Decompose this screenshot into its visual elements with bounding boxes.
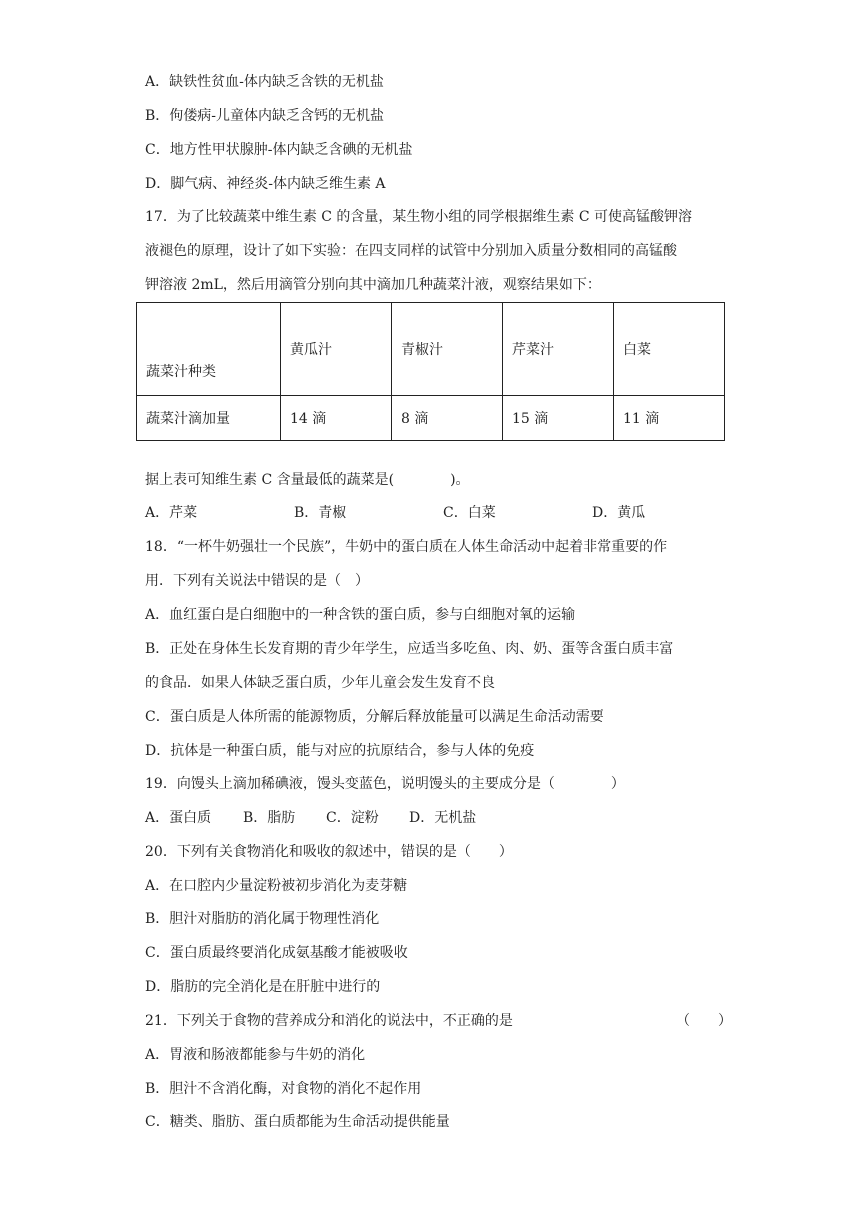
q21-answer-paren: （ ） <box>676 1013 732 1029</box>
q18-option-c: C．蛋白质是人体所需的能源物质，分解后释放能量可以满足生命活动需要 <box>145 709 604 725</box>
table-cell: 8 滴 <box>392 396 503 441</box>
q18-stem-line-1: 18．“一杯牛奶强壮一个民族”，牛奶中的蛋白质在人体生命活动中起着非常重要的作 <box>145 539 668 555</box>
q16-option-c: C．地方性甲状腺肿-体内缺乏含碘的无机盐 <box>145 142 413 158</box>
q17-option-a: A．芹菜 <box>145 505 198 521</box>
q18-option-d: D．抗体是一种蛋白质，能与对应的抗原结合，参与人体的免疫 <box>145 743 535 759</box>
q19-option-d: D．无机盐 <box>409 810 477 826</box>
q20-option-c: C．蛋白质最终要消化成氨基酸才能被吸收 <box>145 945 408 961</box>
q21-option-a: A．胃液和肠液都能参与牛奶的消化 <box>145 1047 366 1063</box>
q20-option-b: B．胆汁对脂肪的消化属于物理性消化 <box>145 911 380 927</box>
q17-stem-line-2: 液褪色的原理，设计了如下实验：在四支同样的试管中分别加入质量分数相同的高锰酸 <box>145 243 677 259</box>
q16-option-a: A．缺铁性贫血-体内缺乏含铁的无机盐 <box>145 74 384 90</box>
q17-question: 据上表可知维生素 C 含量最低的蔬菜是( )。 <box>145 472 470 488</box>
table-cell: 11 滴 <box>614 396 725 441</box>
q20-option-d: D．脂肪的完全消化是在肝脏中进行的 <box>145 979 381 995</box>
table-row <box>137 396 725 441</box>
table-header-cell: 白菜 <box>614 303 725 396</box>
q19-option-b: B．脂肪 <box>243 810 296 826</box>
table-header-row <box>137 303 725 396</box>
q20-option-a: A．在口腔内少量淀粉被初步消化为麦芽糖 <box>145 878 408 894</box>
vegetable-juice-table <box>136 302 725 441</box>
q19-stem: 19．向馒头上滴加稀碘液，馒头变蓝色，说明馒头的主要成分是（ ） <box>145 776 625 792</box>
q18-stem-line-2: 用．下列有关说法中错误的是（ ） <box>145 573 369 589</box>
q16-option-d: D．脚气病、神经炎-体内缺乏维生素 A <box>145 176 386 192</box>
q17-option-c: C．白菜 <box>443 505 496 521</box>
q18-option-b: B．正处在身体生长发育期的青少年学生，应适当多吃鱼、肉、奶、蛋等含蛋白质丰富 <box>145 641 674 657</box>
table-header-cell: 黄瓜汁 <box>281 303 392 396</box>
q20-stem: 20．下列有关食物消化和吸收的叙述中，错误的是（ ） <box>145 844 513 860</box>
q18-option-b-cont: 的食品．如果人体缺乏蛋白质，少年儿童会发生发育不良 <box>145 675 495 691</box>
q17-option-d: D．黄瓜 <box>592 505 646 521</box>
q17-stem-line-3: 钾溶液 2mL，然后用滴管分别向其中滴加几种蔬菜汁液，观察结果如下： <box>145 277 601 293</box>
q18-option-a: A．血红蛋白是白细胞中的一种含铁的蛋白质，参与白细胞对氧的运输 <box>145 607 576 623</box>
q21-option-b: B．胆汁不含消化酶，对食物的消化不起作用 <box>145 1081 422 1097</box>
table-cell: 15 滴 <box>503 396 614 441</box>
q19-option-c: C．淀粉 <box>326 810 379 826</box>
table-cell: 14 滴 <box>281 396 392 441</box>
table-header-cell: 芹菜汁 <box>503 303 614 396</box>
q16-option-b: B．佝偻病-儿童体内缺乏含钙的无机盐 <box>145 108 385 124</box>
table-header-cell: 蔬菜汁种类 <box>137 303 281 396</box>
q17-stem-line-1: 17．为了比较蔬菜中维生素 C 的含量，某生物小组的同学根据维生素 C 可使高锰酸钾溶 <box>145 209 693 225</box>
table-header-cell: 青椒汁 <box>392 303 503 396</box>
q21-stem: 21．下列关于食物的营养成分和消化的说法中，不正确的是 <box>145 1013 513 1029</box>
q17-option-b: B．青椒 <box>294 505 347 521</box>
q21-option-c: C．糖类、脂肪、蛋白质都能为生命活动提供能量 <box>145 1114 450 1130</box>
q19-option-a: A．蛋白质 <box>145 810 212 826</box>
table-cell: 蔬菜汁滴加量 <box>137 396 281 441</box>
